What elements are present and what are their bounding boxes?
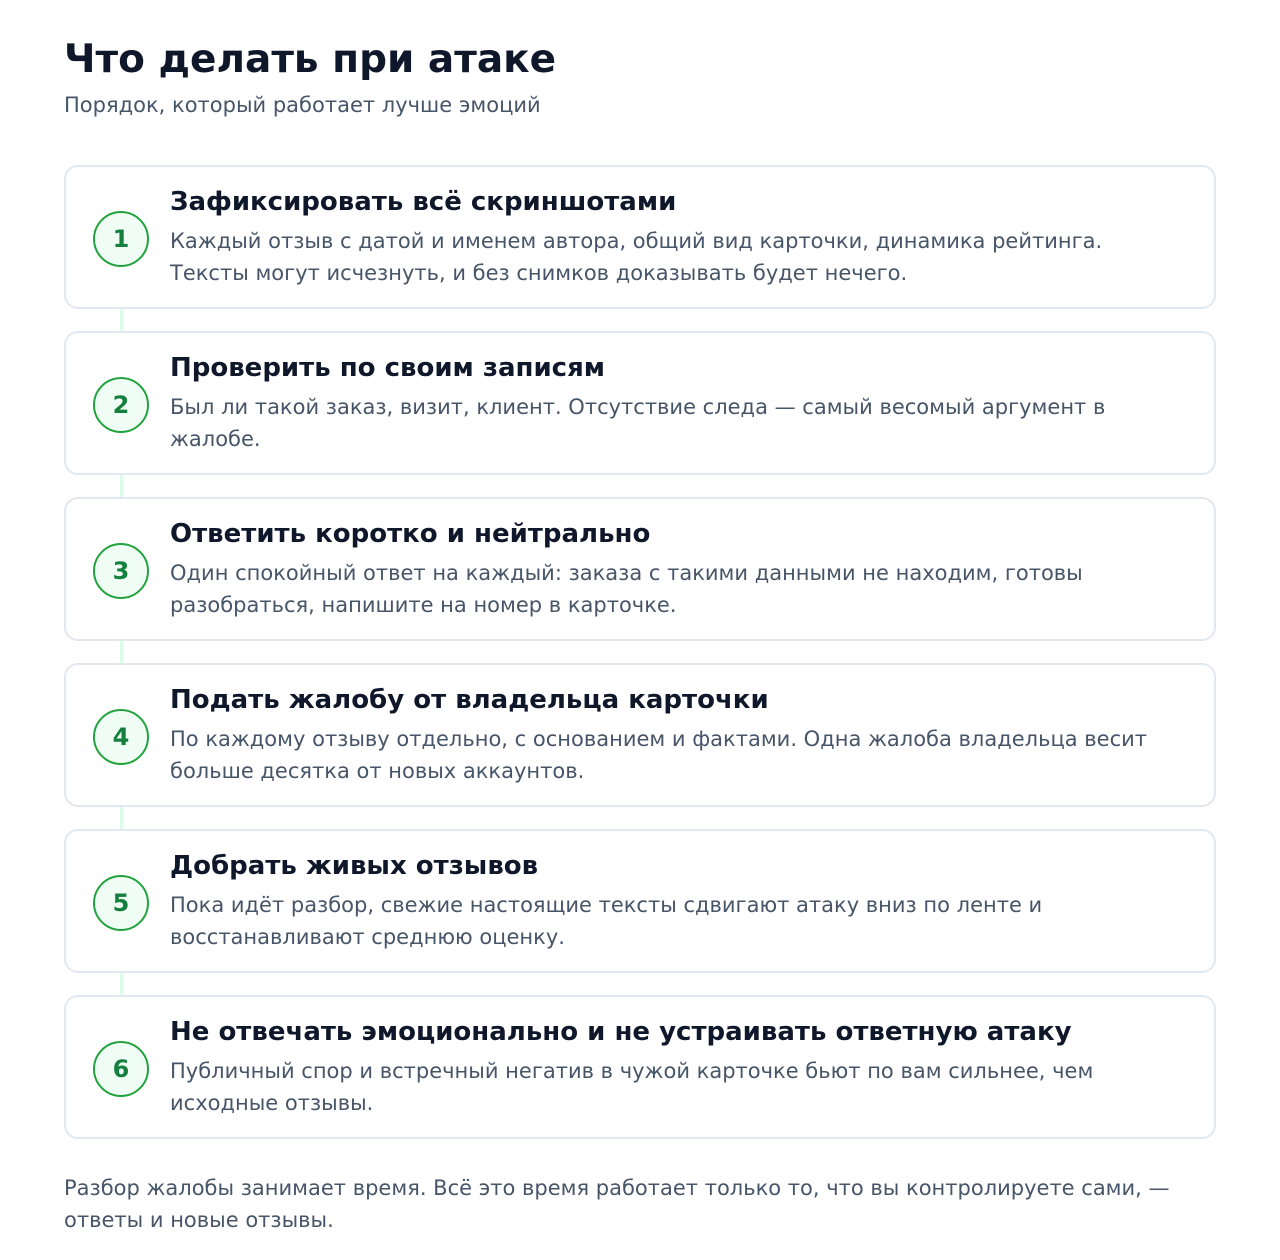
step-connector [120,641,123,665]
steps-list [64,165,1216,1161]
step-connector [120,807,123,831]
step-number-badge: 1 [93,211,149,267]
step-title: Не отвечать эмоционально и не устраивать ответную атаку [170,1017,1072,1047]
step-card [64,165,1216,309]
footer-note: Разбор жалобы занимает время. Всё это время работает только то, что вы контролируете сами, — ответы и новые отзывы. [64,1176,1170,1232]
step-number-badge: 2 [93,377,149,433]
step-connector [120,309,123,333]
step-title: Зафиксировать всё скриншотами [170,187,677,217]
step-card [64,663,1216,807]
step-title: Ответить коротко и нейтрально [170,519,651,549]
step-title: Подать жалобу от владельца карточки [170,685,769,715]
page-subtitle: Порядок, который работает лучше эмоций [64,93,541,117]
page-title: Что делать при атаке [64,37,557,82]
step-number-badge: 4 [93,709,149,765]
step-number-badge: 5 [93,875,149,931]
step-description: Был ли такой заказ, визит, клиент. Отсутствие следа — самый весомый аргумент в жалобе. [170,395,1106,451]
step-number-badge: 6 [93,1041,149,1097]
step-card [64,829,1216,973]
step-card [64,497,1216,641]
step-description: Каждый отзыв с датой и именем автора, общий вид карточки, динамика рейтинга. Тексты могут исчезнуть, и без снимков доказывать будет нечего. [170,229,1103,285]
step-description: Один спокойный ответ на каждый: заказа с такими данными не находим, готовы разобраться, напишите на номер в карточке. [170,561,1083,617]
step-title: Проверить по своим записям [170,353,606,383]
step-connector [120,475,123,499]
step-description: Публичный спор и встречный негатив в чужой карточке бьют по вам сильнее, чем исходные отзывы. [170,1059,1094,1115]
step-card [64,331,1216,475]
step-description: По каждому отзыву отдельно, с основанием и фактами. Одна жалоба владельца весит больше десятка от новых аккаунтов. [170,727,1148,783]
step-title: Добрать живых отзывов [170,851,539,881]
step-connector [120,973,123,997]
step-description: Пока идёт разбор, свежие настоящие тексты сдвигают атаку вниз по ленте и восстанавливают среднюю оценку. [170,893,1043,949]
step-number-badge: 3 [93,543,149,599]
step-card [64,995,1216,1139]
